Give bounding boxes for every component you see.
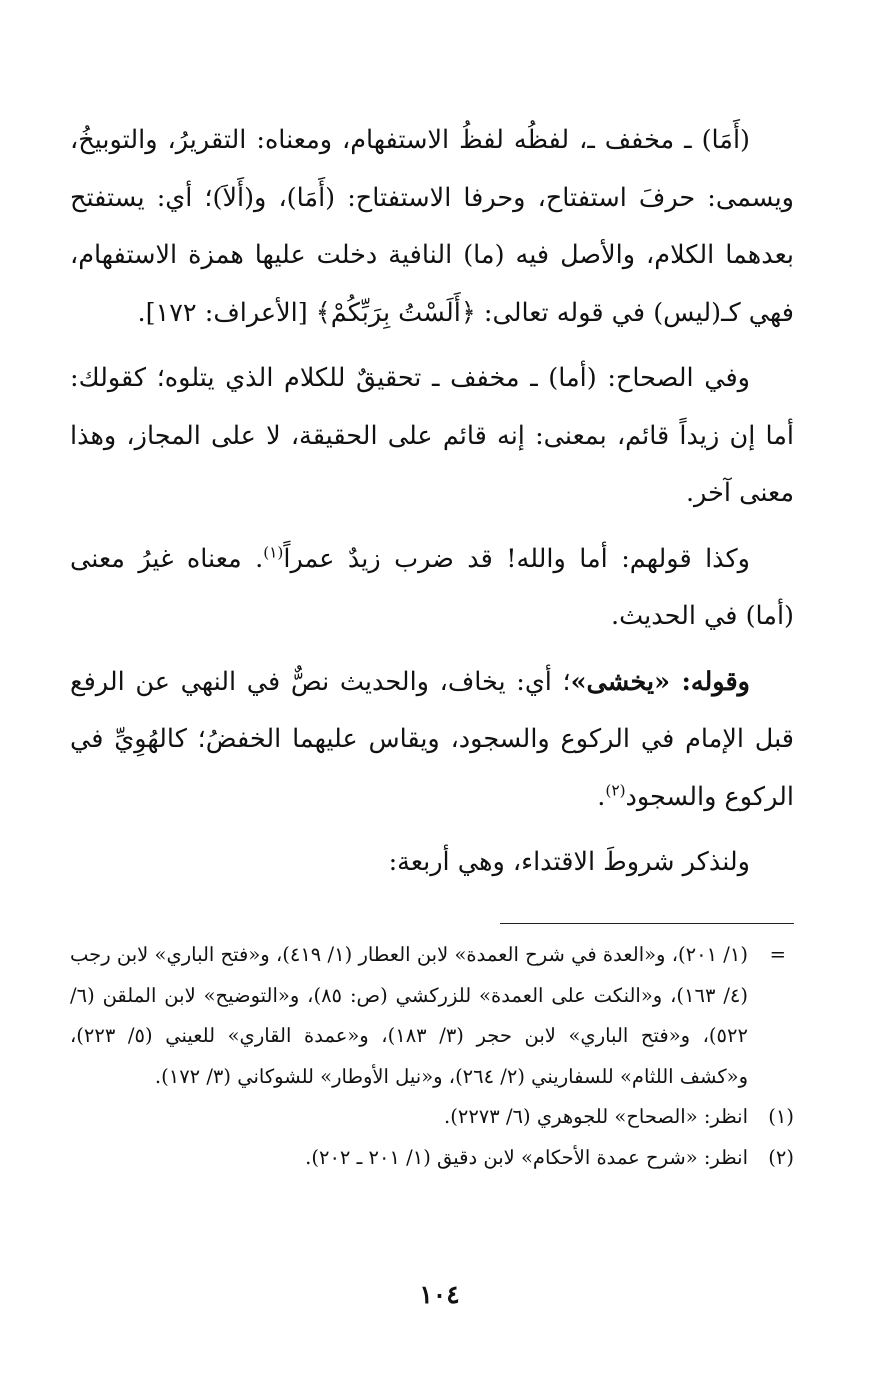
footnote-continuation bbox=[70, 935, 794, 1097]
continuation-mark: = bbox=[769, 943, 786, 966]
paragraph-text: ؛ أي: يخاف، والحديث نصٌّ في النهي عن الرفع قبل الإمام في الركوع والسجود، ويقاس عليهما الخفضُ؛ كالهُوِيِّ في الركوع والسجود bbox=[70, 666, 794, 812]
footnote-text: انظر: «شرح عمدة الأحكام» لابن دقيق (١/ ٢٠١ ـ ٢٠٢). bbox=[305, 1145, 748, 1169]
paragraph-text-rest: . معناه غيرُ معنى (أما) في الحديث. bbox=[70, 543, 794, 631]
footnote-continuation-text: (١/ ٢٠١)، و«العدة في شرح العمدة» لابن العطار (١/ ٤١٩)، و«فتح الباري» لابن رجب (٤/ ١٦٣)، و«النكت على العمدة» للزركشي (ص: ٨٥)، و«التوضيح» لابن الملقن (٦/ ٥٢٢)، و«فتح الباري» لابن حجر (٣/ ١٨٣)، و«عمدة القاري» للعيني (٥/ ٢٢٣)، و«كشف اللثام» للسفاريني (٢/ ٢٦٤)، و«نيل الأوطار» للشوكاني (٣/ ١٧٢). bbox=[70, 943, 749, 1088]
paragraph-bold-lead: وقوله: «يخشى» bbox=[570, 666, 750, 697]
footnote-number: (٢) bbox=[768, 1145, 794, 1169]
footnote-separator bbox=[500, 923, 794, 924]
paragraph-text: (أَمَا) ـ مخفف ـ، لفظُه لفظُ الاستفهام، ومعناه: التقريرُ، والتوبيخُ، ويسمى: حرفَ استفتاح، وحرفا الاستفتاح: (أَمَا)، و(أَلاَ)؛ أي: يستفتح بعدهما الكلام، والأصل فيه (ما) النافية دخلت عليها همزة الاستفهام، فهي كـ(ليس) في قوله تعالى: ﴿أَلَسْتُ بِرَبِّكُمْ﴾ [الأعراف: ١٧٢]. bbox=[70, 125, 794, 328]
main-text bbox=[70, 112, 794, 900]
page-number: ١٠٤ bbox=[419, 1280, 460, 1309]
paragraph-text: وكذا قولهم: أما والله! قد ضرب زيدٌ عمراً bbox=[283, 543, 751, 574]
paragraph-qawluhum bbox=[70, 531, 794, 646]
paragraph-sihah bbox=[70, 350, 794, 523]
paragraph-ama-definition bbox=[70, 112, 794, 342]
paragraph-text-rest: . bbox=[597, 781, 606, 812]
footnote-ref-1[interactable]: (١) bbox=[263, 543, 284, 561]
footnotes bbox=[70, 935, 794, 1178]
footnote-2 bbox=[70, 1138, 794, 1179]
footnote-text: انظر: «الصحاح» للجوهري (٦/ ٢٢٧٣). bbox=[444, 1105, 748, 1128]
footnote-ref-2[interactable]: (٢) bbox=[605, 781, 626, 799]
paragraph-conditions bbox=[70, 834, 794, 892]
footnote-1 bbox=[70, 1097, 794, 1138]
paragraph-text: وفي الصحاح: (أما) ـ مخفف ـ تحقيقٌ للكلام الذي يتلوه؛ كقولك: أما إن زيداً قائم، بمعنى: إنه قائم على الحقيقة، لا على المجاز، وهذا معنى آخر. bbox=[70, 363, 794, 508]
paragraph-yakhsha bbox=[70, 654, 794, 827]
footnote-number: (١) bbox=[768, 1105, 794, 1128]
paragraph-text: ولنذكر شروطَ الاقتداء، وهي أربعة: bbox=[388, 847, 750, 877]
